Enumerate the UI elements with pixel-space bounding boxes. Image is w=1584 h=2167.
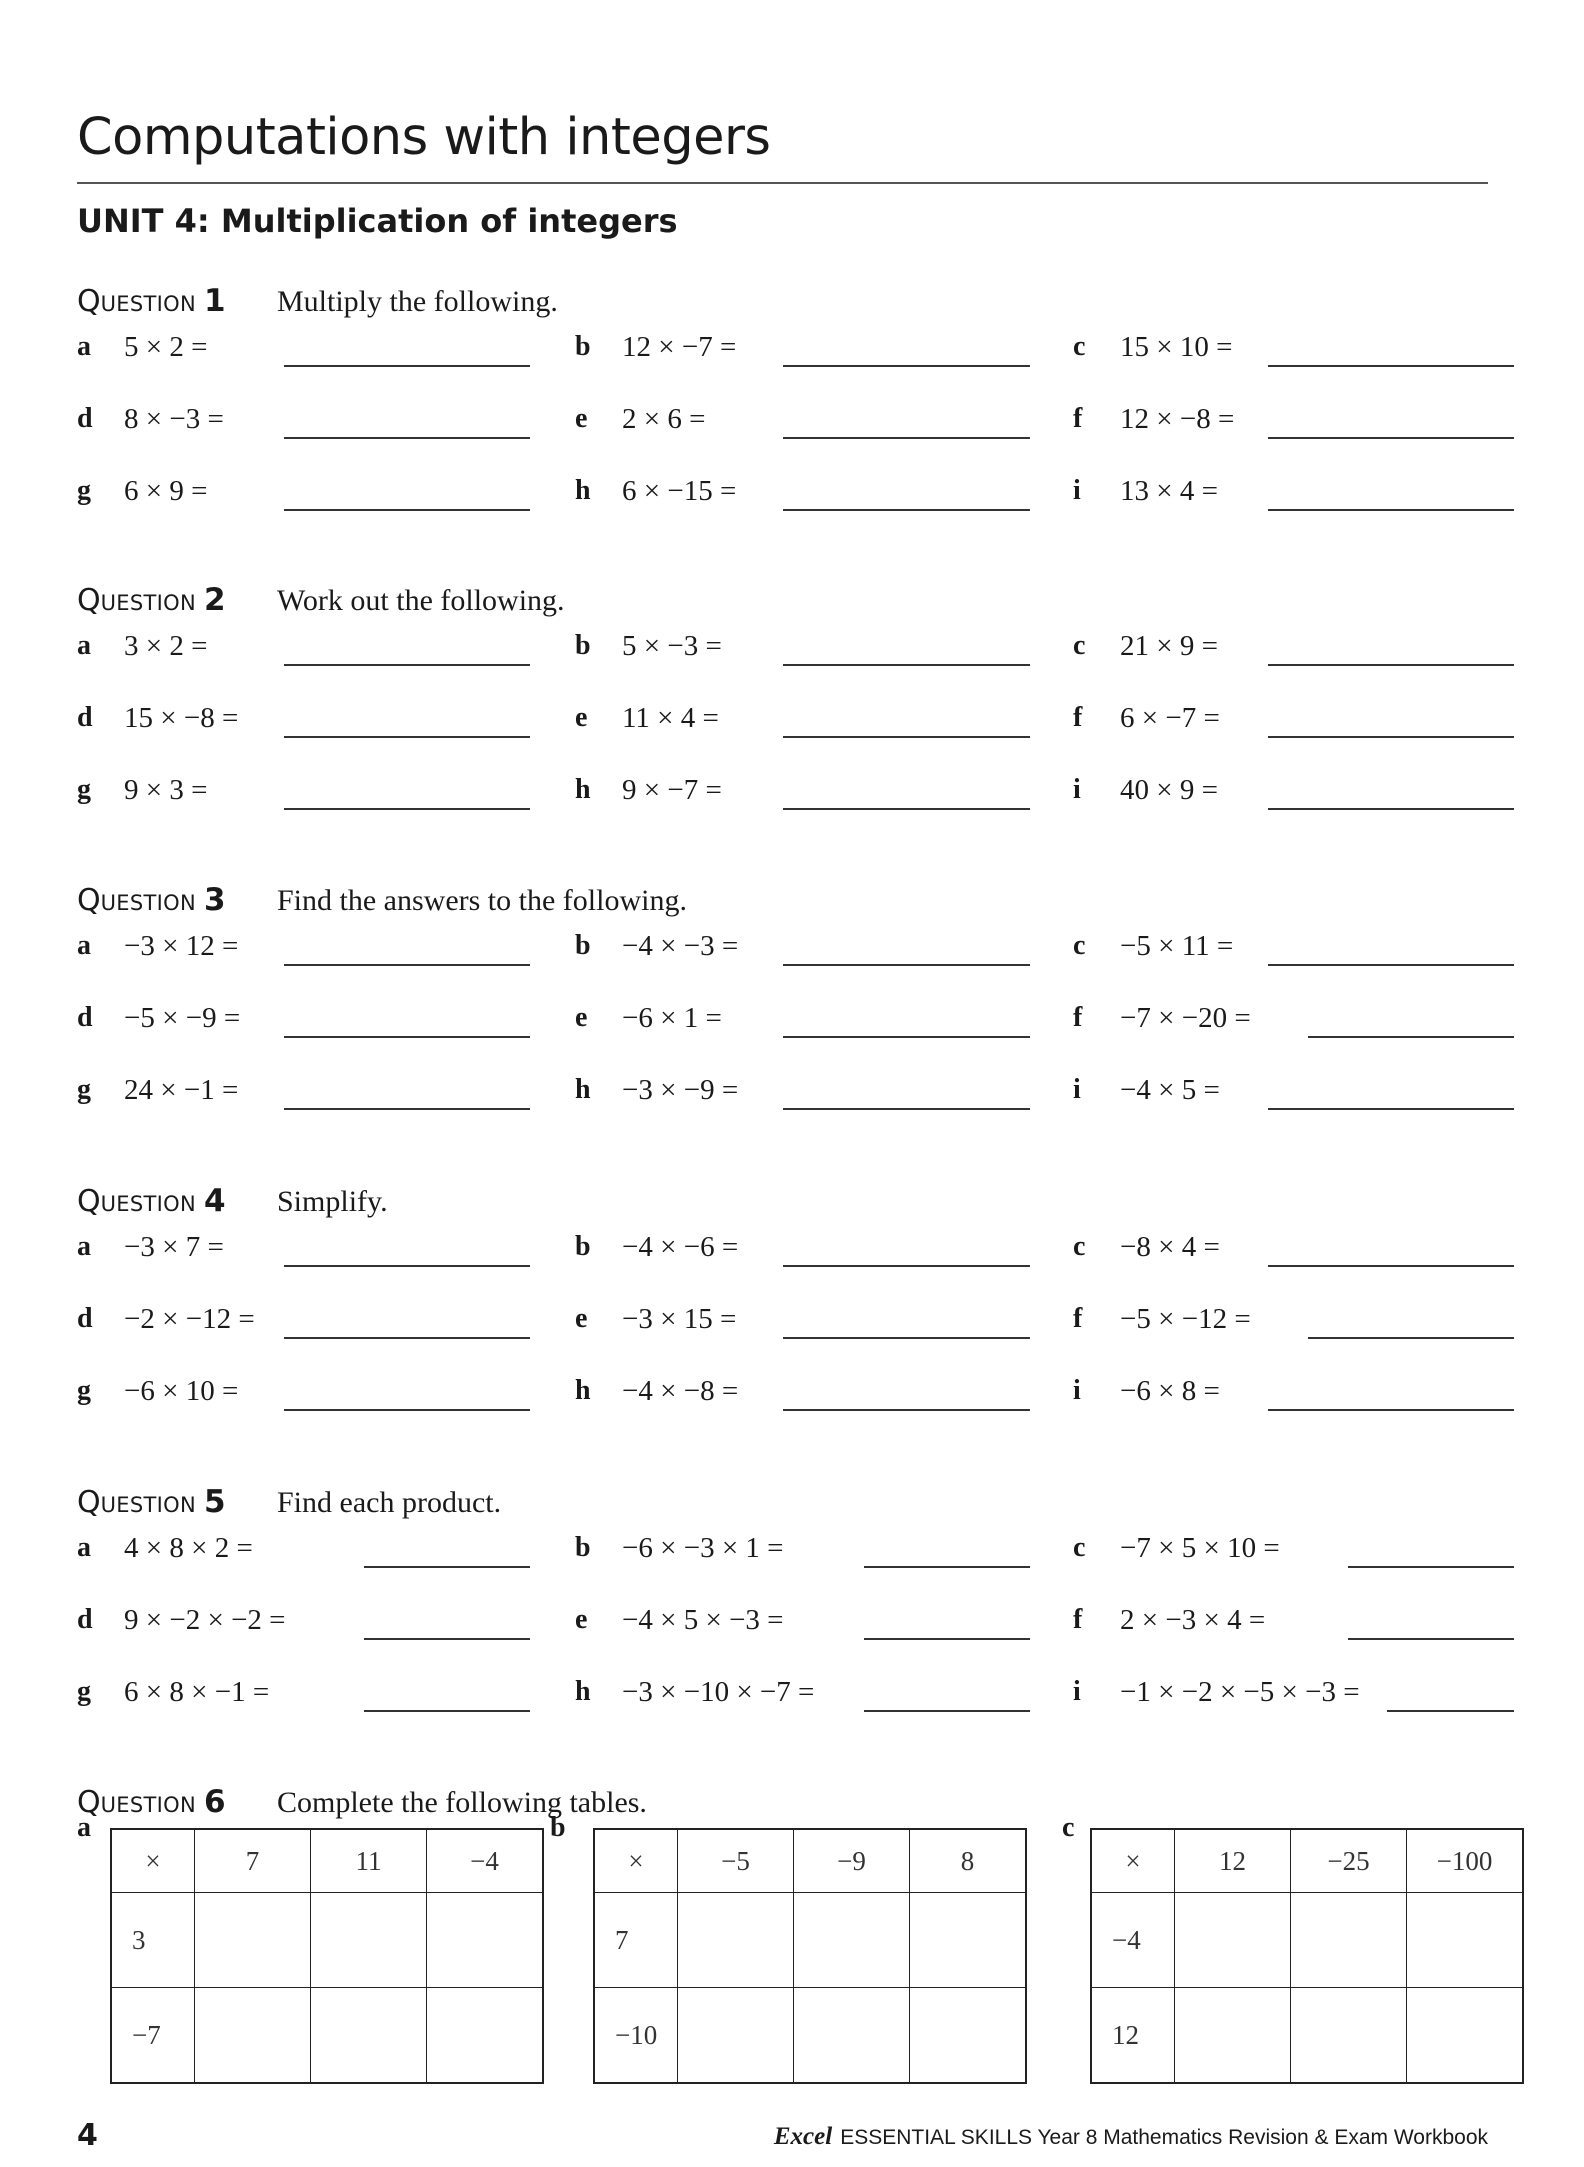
item-expression: 6 × 8 × −1 =: [124, 1676, 270, 1708]
item-letter: e: [575, 702, 588, 733]
item-expression: −3 × −9 =: [622, 1074, 739, 1106]
item-letter: c: [1073, 930, 1086, 961]
question-instruction: Find the answers to the following.: [277, 884, 687, 917]
item-expression: 13 × 4 =: [1120, 475, 1218, 507]
answer-cell[interactable]: [1407, 1893, 1524, 1988]
item-letter: g: [77, 1676, 91, 1707]
table-header-row: [111, 1829, 543, 1893]
item-expression: −6 × 1 =: [622, 1002, 722, 1034]
answer-line[interactable]: [284, 964, 530, 966]
answer-line[interactable]: [783, 365, 1030, 367]
answer-line[interactable]: [1348, 1638, 1514, 1640]
item-letter: e: [575, 1002, 588, 1033]
answer-line[interactable]: [1387, 1710, 1514, 1712]
item-letter: d: [77, 1002, 93, 1033]
item-letter: f: [1073, 403, 1083, 434]
answer-cell[interactable]: [1291, 1893, 1407, 1988]
item-letter: f: [1073, 1303, 1083, 1334]
page-number: 4: [77, 2118, 98, 2153]
answer-line[interactable]: [364, 1710, 530, 1712]
row-header: 7: [594, 1893, 678, 1988]
item-expression: 2 × −3 × 4 =: [1120, 1604, 1266, 1636]
item-expression: −3 × 7 =: [124, 1231, 224, 1263]
unit-heading: UNIT 4: Multiplication of integers: [77, 202, 678, 240]
item-expression: 40 × 9 =: [1120, 774, 1218, 806]
column-header: −4: [427, 1829, 544, 1893]
answer-line[interactable]: [783, 1036, 1030, 1038]
item-expression: −4 × −6 =: [622, 1231, 739, 1263]
answer-cell[interactable]: [910, 1893, 1027, 1988]
item-expression: −6 × 8 =: [1120, 1375, 1220, 1407]
item-letter: a: [77, 1231, 91, 1262]
item-letter: i: [1073, 1074, 1081, 1105]
item-letter: g: [77, 475, 91, 506]
column-header: 12: [1175, 1829, 1291, 1893]
answer-line[interactable]: [284, 365, 530, 367]
question-number: 3: [203, 882, 226, 918]
answer-line[interactable]: [284, 1337, 530, 1339]
item-letter: a: [77, 331, 91, 362]
answer-cell[interactable]: [1175, 1893, 1291, 1988]
answer-line[interactable]: [783, 808, 1030, 810]
item-letter: e: [575, 1604, 588, 1635]
answer-line[interactable]: [284, 1409, 530, 1411]
item-expression: −3 × −10 × −7 =: [622, 1676, 815, 1708]
item-expression: −1 × −2 × −5 × −3 =: [1120, 1676, 1360, 1708]
item-letter: i: [1073, 1375, 1081, 1406]
question-word-initial: Q: [77, 1485, 101, 1520]
book-title: ESSENTIAL SKILLS Year 8 Mathematics Revision & Exam Workbook: [840, 2126, 1488, 2149]
item-expression: −5 × −9 =: [124, 1002, 241, 1034]
item-letter: d: [77, 403, 93, 434]
item-expression: −8 × 4 =: [1120, 1231, 1220, 1263]
item-expression: −6 × −3 × 1 =: [622, 1532, 784, 1564]
answer-cell[interactable]: [1175, 1988, 1291, 2084]
question-word-rest: UESTION: [100, 1493, 196, 1517]
answer-line[interactable]: [783, 509, 1030, 511]
times-sign: ×: [594, 1829, 678, 1893]
multiplication-table: [593, 1828, 1027, 2084]
question-label: [77, 283, 226, 319]
question-label: [77, 582, 226, 618]
answer-line[interactable]: [783, 1337, 1030, 1339]
question-label: [77, 882, 226, 918]
question-number: 1: [203, 283, 226, 319]
table-letter: c: [1062, 1812, 1075, 1843]
answer-line[interactable]: [364, 1566, 530, 1568]
answer-line[interactable]: [864, 1638, 1030, 1640]
question-word-initial: Q: [77, 1184, 101, 1219]
item-expression: −2 × −12 =: [124, 1303, 255, 1335]
answer-line[interactable]: [284, 736, 530, 738]
table-row: [111, 1893, 543, 1988]
multiplication-table: [1090, 1828, 1524, 2084]
column-header: 7: [195, 1829, 311, 1893]
table-row: [1091, 1988, 1523, 2084]
item-expression: 9 × 3 =: [124, 774, 208, 806]
item-expression: 9 × −7 =: [622, 774, 722, 806]
answer-cell[interactable]: [678, 1893, 794, 1988]
answer-line[interactable]: [1268, 437, 1514, 439]
item-letter: h: [575, 475, 591, 506]
item-expression: −6 × 10 =: [124, 1375, 239, 1407]
footer-book-title: [774, 2123, 1488, 2151]
answer-line[interactable]: [783, 1409, 1030, 1411]
answer-line[interactable]: [864, 1710, 1030, 1712]
item-letter: g: [77, 1375, 91, 1406]
question-instruction: Simplify.: [277, 1185, 388, 1218]
answer-line[interactable]: [1308, 1337, 1514, 1339]
column-header: 8: [910, 1829, 1027, 1893]
item-letter: c: [1073, 331, 1086, 362]
item-letter: i: [1073, 1676, 1081, 1707]
item-expression: 21 × 9 =: [1120, 630, 1218, 662]
item-expression: 3 × 2 =: [124, 630, 208, 662]
question-number: 4: [203, 1183, 226, 1219]
question-word-rest: UESTION: [100, 1793, 196, 1817]
question-word-rest: UESTION: [100, 292, 196, 316]
item-letter: e: [575, 1303, 588, 1334]
item-letter: b: [575, 930, 591, 961]
table-letter: a: [77, 1812, 91, 1843]
answer-line[interactable]: [1268, 1108, 1514, 1110]
question-label: [77, 1484, 226, 1520]
item-expression: −5 × 11 =: [1120, 930, 1234, 962]
item-expression: 5 × −3 =: [622, 630, 722, 662]
item-expression: 9 × −2 × −2 =: [124, 1604, 286, 1636]
question-word-initial: Q: [77, 883, 101, 918]
item-letter: a: [77, 630, 91, 661]
item-letter: b: [575, 1532, 591, 1563]
item-letter: f: [1073, 1604, 1083, 1635]
item-letter: c: [1073, 630, 1086, 661]
column-header: −100: [1407, 1829, 1524, 1893]
item-expression: 5 × 2 =: [124, 331, 208, 363]
item-expression: −4 × 5 =: [1120, 1074, 1220, 1106]
item-letter: c: [1073, 1231, 1086, 1262]
question-word-initial: Q: [77, 583, 101, 618]
page-title: Computations with integers: [77, 108, 771, 167]
answer-cell[interactable]: [910, 1988, 1027, 2084]
times-sign: ×: [1091, 1829, 1175, 1893]
item-expression: −3 × 12 =: [124, 930, 239, 962]
row-header: −4: [1091, 1893, 1175, 1988]
answer-cell[interactable]: [678, 1988, 794, 2084]
item-letter: b: [575, 630, 591, 661]
item-letter: g: [77, 1074, 91, 1105]
times-sign: ×: [111, 1829, 195, 1893]
answer-line[interactable]: [1268, 736, 1514, 738]
table-row: [594, 1893, 1026, 1988]
table-header-row: [1091, 1829, 1523, 1893]
question-instruction: Find each product.: [277, 1486, 502, 1519]
item-expression: 15 × 10 =: [1120, 331, 1233, 363]
item-expression: 2 × 6 =: [622, 403, 706, 435]
item-expression: 4 × 8 × 2 =: [124, 1532, 253, 1564]
table-letter: b: [550, 1812, 566, 1843]
question-word-initial: Q: [77, 1785, 101, 1820]
answer-line[interactable]: [284, 808, 530, 810]
question-instruction: Complete the following tables.: [277, 1786, 647, 1819]
answer-line[interactable]: [284, 1265, 530, 1267]
row-header: 3: [111, 1893, 195, 1988]
item-expression: 6 × −7 =: [1120, 702, 1220, 734]
item-expression: 15 × −8 =: [124, 702, 239, 734]
column-header: 11: [311, 1829, 427, 1893]
answer-cell[interactable]: [427, 1988, 544, 2084]
question-word-rest: UESTION: [100, 891, 196, 915]
question-label: [77, 1183, 226, 1219]
answer-line[interactable]: [864, 1566, 1030, 1568]
table-header-row: [594, 1829, 1026, 1893]
answer-cell[interactable]: [195, 1893, 311, 1988]
answer-line[interactable]: [1268, 1265, 1514, 1267]
item-expression: −4 × −3 =: [622, 930, 739, 962]
answer-cell[interactable]: [311, 1893, 427, 1988]
table-row: [111, 1988, 543, 2084]
item-expression: −7 × 5 × 10 =: [1120, 1532, 1280, 1564]
item-expression: −4 × −8 =: [622, 1375, 739, 1407]
question-label: [77, 1784, 226, 1820]
item-letter: h: [575, 1074, 591, 1105]
item-expression: 12 × −7 =: [622, 331, 737, 363]
question-number: 2: [203, 582, 226, 618]
answer-cell[interactable]: [311, 1988, 427, 2084]
item-letter: h: [575, 1375, 591, 1406]
answer-cell[interactable]: [1407, 1988, 1524, 2084]
column-header: −5: [678, 1829, 794, 1893]
table-row: [1091, 1893, 1523, 1988]
item-letter: i: [1073, 774, 1081, 805]
answer-line[interactable]: [284, 664, 530, 666]
answer-line[interactable]: [1348, 1566, 1514, 1568]
question-word-rest: UESTION: [100, 1192, 196, 1216]
answer-line[interactable]: [284, 509, 530, 511]
item-expression: 11 × 4 =: [622, 702, 719, 734]
answer-line[interactable]: [783, 1108, 1030, 1110]
column-header: −25: [1291, 1829, 1407, 1893]
item-letter: h: [575, 774, 591, 805]
answer-line[interactable]: [783, 964, 1030, 966]
question-instruction: Work out the following.: [277, 584, 565, 617]
answer-cell[interactable]: [427, 1893, 544, 1988]
answer-line[interactable]: [783, 437, 1030, 439]
answer-line[interactable]: [783, 736, 1030, 738]
column-header: −9: [794, 1829, 910, 1893]
item-letter: b: [575, 331, 591, 362]
item-letter: a: [77, 930, 91, 961]
answer-cell[interactable]: [794, 1893, 910, 1988]
item-expression: −5 × −12 =: [1120, 1303, 1251, 1335]
answer-cell[interactable]: [195, 1988, 311, 2084]
item-expression: 12 × −8 =: [1120, 403, 1235, 435]
answer-line[interactable]: [1268, 1409, 1514, 1411]
answer-line[interactable]: [1308, 1036, 1514, 1038]
item-letter: f: [1073, 1002, 1083, 1033]
answer-cell[interactable]: [794, 1988, 910, 2084]
item-expression: 24 × −1 =: [124, 1074, 239, 1106]
item-letter: b: [575, 1231, 591, 1262]
question-number: 6: [203, 1784, 226, 1820]
question-word-initial: Q: [77, 284, 101, 319]
item-letter: c: [1073, 1532, 1086, 1563]
item-letter: f: [1073, 702, 1083, 733]
row-header: −10: [594, 1988, 678, 2084]
item-letter: g: [77, 774, 91, 805]
item-expression: 8 × −3 =: [124, 403, 224, 435]
answer-line[interactable]: [364, 1638, 530, 1640]
item-expression: −3 × 15 =: [622, 1303, 737, 1335]
item-letter: d: [77, 702, 93, 733]
item-expression: 6 × 9 =: [124, 475, 208, 507]
item-letter: i: [1073, 475, 1081, 506]
item-letter: d: [77, 1303, 93, 1334]
answer-line[interactable]: [783, 1265, 1030, 1267]
answer-line[interactable]: [1268, 808, 1514, 810]
question-number: 5: [203, 1484, 226, 1520]
answer-line[interactable]: [284, 1036, 530, 1038]
answer-line[interactable]: [1268, 964, 1514, 966]
answer-line[interactable]: [284, 437, 530, 439]
answer-line[interactable]: [1268, 365, 1514, 367]
question-instruction: Multiply the following.: [277, 285, 558, 318]
answer-line[interactable]: [783, 664, 1030, 666]
title-underline: [77, 182, 1488, 184]
row-header: −7: [111, 1988, 195, 2084]
item-letter: a: [77, 1532, 91, 1563]
brand-logo: Excel: [773, 2123, 833, 2150]
answer-line[interactable]: [1268, 509, 1514, 511]
item-expression: −4 × 5 × −3 =: [622, 1604, 784, 1636]
item-letter: h: [575, 1676, 591, 1707]
table-row: [594, 1988, 1026, 2084]
answer-line[interactable]: [284, 1108, 530, 1110]
item-expression: 6 × −15 =: [622, 475, 737, 507]
item-letter: e: [575, 403, 588, 434]
answer-cell[interactable]: [1291, 1988, 1407, 2084]
item-expression: −7 × −20 =: [1120, 1002, 1251, 1034]
item-letter: d: [77, 1604, 93, 1635]
multiplication-table: [110, 1828, 544, 2084]
answer-line[interactable]: [1268, 664, 1514, 666]
question-word-rest: UESTION: [100, 591, 196, 615]
row-header: 12: [1091, 1988, 1175, 2084]
